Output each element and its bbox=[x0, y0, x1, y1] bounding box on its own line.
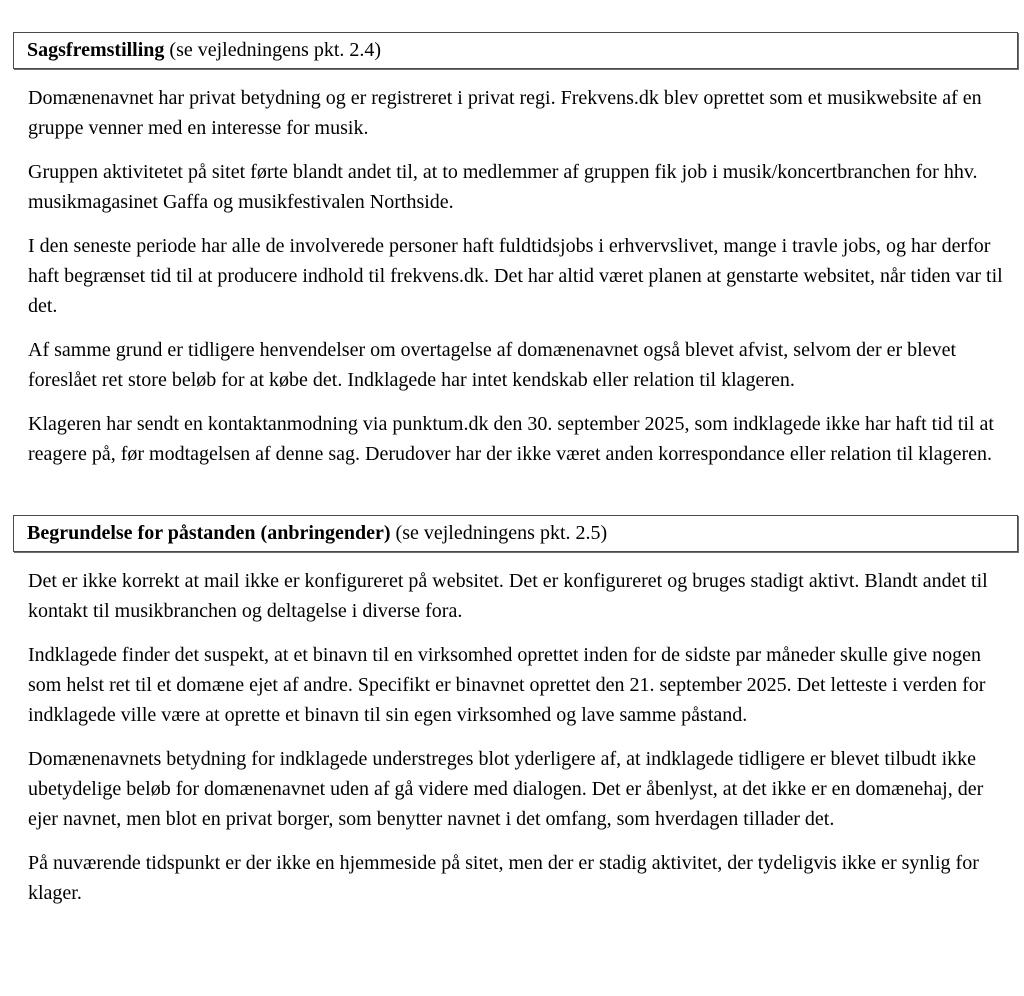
paragraph: Det er ikke korrekt at mail ikke er konfigureret på websitet. Det er konfigureret og bruges stadigt aktivt. Blandt andet til kontakt til musikbranchen og deltagelse i diverse fora. bbox=[28, 570, 988, 622]
paragraph: Domænenavnet har privat betydning og er registreret i privat regi. Frekvens.dk blev oprettet som et musikwebsite af en gruppe venner med en interesse for musik. bbox=[28, 87, 982, 139]
section-heading-bold: Sagsfremstilling bbox=[27, 39, 165, 61]
paragraph: Af samme grund er tidligere henvendelser om overtagelse af domænenavnet også blevet afvist, selvom der er blevet foreslået ret store beløb for at købe det. Indklagede har intet kendskab eller relation til klageren. bbox=[28, 339, 957, 391]
paragraph: I den seneste periode har alle de involverede personer haft fuldtidsjobs i erhvervslivet, mange i travle jobs, og har derfor haft begrænset tid til at producere indhold til frekvens.dk. Det har altid været planen at genstarte websitet, når tiden var til det. bbox=[28, 235, 1003, 317]
section-heading-note: (se vejledningens pkt. 2.5) bbox=[390, 522, 608, 544]
paragraph: Domænenavnets betydning for indklagede understreges blot yderligere af, at indklagede tidligere er blevet tilbudt ikke ubetydelige beløb for domænenavnet uden af gå videre med dialogen. Det er åbenlyst, at det ikke er en domænehaj, der ejer navnet, men blot en privat borger, som benytter navnet i det omfang, som hverdagen tillader det. bbox=[28, 748, 984, 830]
section-begrundelse bbox=[0, 515, 1024, 908]
section-sagsfremstilling bbox=[0, 32, 1024, 469]
section-heading-note: (se vejledningens pkt. 2.4) bbox=[164, 39, 382, 61]
paragraph: Gruppen aktivitetet på sitet førte blandt andet til, at to medlemmer af gruppen fik job i musik/koncertbranchen for hhv. musikmagasinet Gaffa og musikfestivalen Northside. bbox=[28, 161, 978, 213]
section-heading-bold: Begrundelse for påstanden (anbringender) bbox=[27, 522, 391, 544]
paragraph: Indklagede finder det suspekt, at et binavn til en virksomhed oprettet inden for de sidste par måneder skulle give nogen som helst ret til et domæne ejet af andre. Specifikt er binavnet oprettet den 21. september 2025. Det letteste i verden for indklagede ville være at oprette et binavn til sin egen virksomhed og lave samme påstand. bbox=[28, 644, 986, 726]
section-header-sagsfremstilling bbox=[13, 32, 1018, 69]
paragraph: Klageren har sendt en kontaktanmodning via punktum.dk den 30. september 2025, som indklagede ikke har haft tid til at reagere på, før modtagelsen af denne sag. Derudover har der ikke været anden korrespondance eller relation til klageren. bbox=[28, 413, 994, 465]
paragraph: På nuværende tidspunkt er der ikke en hjemmeside på sitet, men der er stadig aktivitet, der tydeligvis ikke er synlig for klager. bbox=[28, 852, 979, 904]
section-header-begrundelse bbox=[13, 515, 1018, 552]
